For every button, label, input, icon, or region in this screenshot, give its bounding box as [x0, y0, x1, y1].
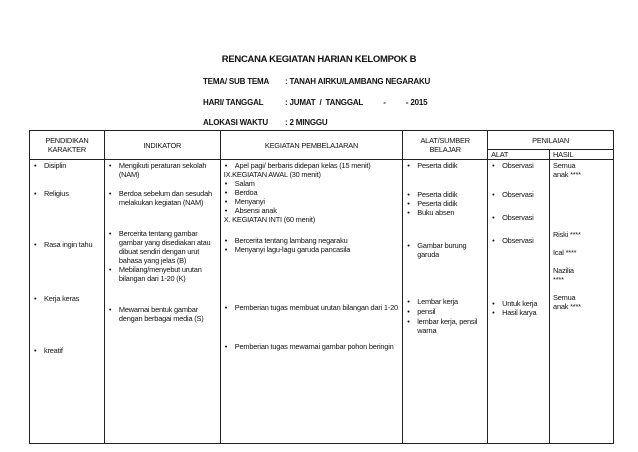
sumber-item: • Peserta didik — [406, 199, 484, 208]
meta-hari — [203, 98, 427, 107]
kegiatan-apel: • Apel pagi/ berbaris didepan kelas (15 menit) — [224, 161, 400, 170]
sumber-item: • lembar kerja, pensil warna — [406, 317, 484, 335]
meta-key: HARI/ TANGGAL — [203, 98, 264, 107]
indikator-cell — [104, 160, 220, 444]
kegiatan-awal-item: • Berdoa — [224, 188, 400, 197]
karakter-item: • Religius — [33, 189, 101, 198]
meta-key: TEMA/ SUB TEMA — [203, 77, 270, 86]
meta-key: ALOKASI WAKTU — [203, 118, 268, 127]
header-indikator: INDIKATOR — [104, 131, 220, 160]
hasil-item: Semua anak **** — [553, 293, 581, 311]
karakter-item: • Disiplin — [33, 161, 101, 170]
sumber-item: • Lembar kerja — [406, 297, 484, 306]
sumber-item: • Peserta didik — [406, 161, 484, 170]
meta-value: : JUMAT / TANGGAL - - 2015 — [285, 98, 428, 107]
sumber-item: • Peserta didik — [406, 190, 484, 199]
alat-penilaian-item: • Observasi — [491, 190, 546, 199]
kegiatan-awal-item: • Absensi anak — [224, 206, 400, 215]
document-title: RENCANA KEGIATAN HARIAN KELOMPOK B — [221, 54, 417, 65]
meta-alokasi — [203, 118, 327, 127]
header-pendidikan: PENDIDIKAN KARAKTER — [30, 131, 105, 160]
sumber-cell — [403, 160, 488, 444]
kegiatan-awal-item: • Menyanyi — [224, 197, 400, 206]
meta-tema — [203, 77, 430, 86]
kegiatan-awal-item: • Salam — [224, 179, 400, 188]
indikator-item: • Berdoa sebelum dan sesudah melakukan kegiatan (NAM) — [108, 189, 217, 207]
hasil-cell — [550, 160, 614, 444]
header-penilaian: PENILAIAN — [488, 131, 614, 150]
karakter-item: • Kerja keras — [33, 294, 101, 303]
hasil-item: Ical **** — [553, 248, 577, 257]
karakter-item: • kreatif — [33, 346, 101, 355]
indikator-item: • Mengikuti peraturan sekolah (NAM) — [108, 161, 217, 179]
header-alat-sumber: ALAT/SUMBER BELAJAR — [403, 131, 488, 160]
hasil-item: Semua anak **** — [553, 161, 581, 179]
kegiatan-inti-item: • Bercerita tentang lambang negaraku — [224, 236, 400, 245]
karakter-item: • Rasa ingin tahu — [33, 240, 101, 249]
hasil-item: Riski **** — [553, 230, 581, 239]
kegiatan-cell — [220, 160, 403, 444]
kegiatan-inti-item: • Menyanyi lagu-lagu garuda pancasila — [224, 245, 400, 254]
header-kegiatan: KEGIATAN PEMBELAJARAN — [220, 131, 403, 160]
alat-penilaian-item: • Untuk kerja — [491, 299, 546, 308]
karakter-cell — [30, 160, 105, 444]
alat-penilaian-item: • Observasi — [491, 213, 546, 222]
header-hasil: HASIL — [550, 150, 614, 160]
meta-value: : 2 MINGGU — [285, 118, 328, 127]
rkh-table — [29, 130, 614, 444]
sumber-item: • Gambar burung garuda — [406, 241, 484, 259]
meta-value: : TANAH AIRKU/LAMBANG NEGARAKU — [285, 77, 431, 86]
kegiatan-tugas: • Pemberian tugas mewarnai gambar pohon beringin — [224, 342, 400, 351]
indikator-item: • Mewarnai bentuk gambar dengan berbagai media (S) — [108, 305, 217, 323]
hasil-item: Nazilia **** — [553, 266, 574, 284]
header-alat: ALAT — [488, 150, 550, 160]
alat-penilaian-item: • Observasi — [491, 161, 546, 170]
kegiatan-inti-heading: X. KEGIATAN INTI (60 menit) — [223, 215, 315, 224]
kegiatan-tugas: • Pemberian tugas membuat urutan bilangan dari 1-20 — [224, 303, 400, 312]
sumber-item: • Buku absen — [406, 208, 484, 217]
indikator-item: • Mebilang/menyebut urutan bilangan dari 1-20 (K) — [108, 265, 217, 283]
sumber-item: • pensil — [406, 307, 484, 316]
alat-penilaian-cell — [488, 160, 550, 444]
kegiatan-awal-heading: IX.KEGIATAN AWAL (30 menit) — [223, 170, 321, 179]
indikator-item: • Bercerita tentang gambar gambar yang disediakan atau dibuat sendiri dengan urut bahasa yang jelas (B) — [108, 229, 217, 265]
alat-penilaian-item: • Hasil karya — [491, 308, 546, 317]
alat-penilaian-item: • Observasi — [491, 236, 546, 245]
